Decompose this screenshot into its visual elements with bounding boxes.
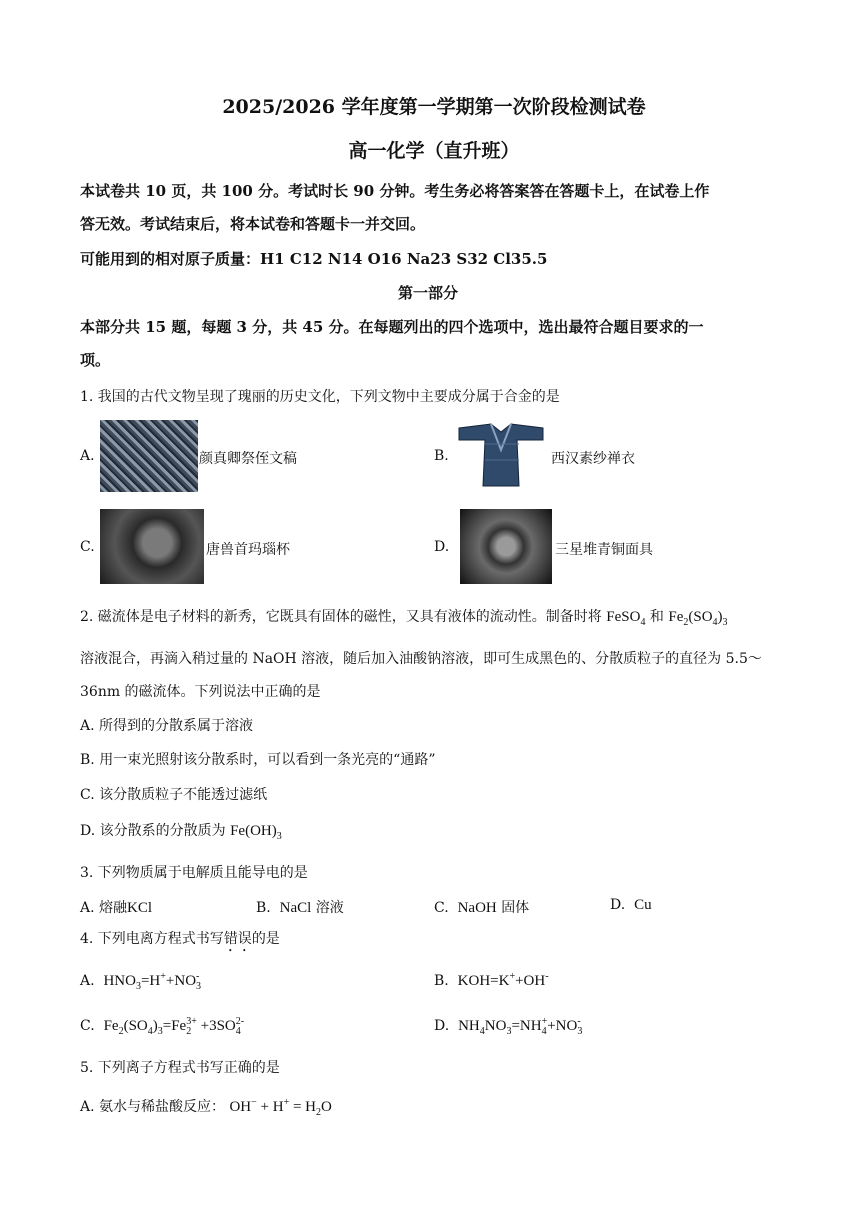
q1-option-b-text: 西汉素纱禅衣: [551, 451, 635, 467]
instructions-line-1: 本试卷共 10 页，共 100 分。考试时长 90 分钟。考生务必将答案答在答题卡上，在试卷上作: [80, 182, 710, 200]
q2-option-d: [80, 820, 282, 842]
q1-option-a-text: 颜真卿祭侄文稿: [199, 451, 297, 467]
q1-option-d-letter: D.: [434, 539, 450, 555]
q3-stem: 3. 下列物质属于电解质且能导电的是: [80, 865, 308, 881]
q2-and: 和: [649, 609, 664, 625]
q2-stem-text: 2. 磁流体是电子材料的新秀，它既具有固体的磁性，又具有液体的流动性。制备时将: [80, 609, 602, 625]
silk-robe-image: [455, 420, 547, 492]
bronze-mask-image: [460, 509, 552, 584]
q2-option-d-text: D. 该分散系的分散质为: [80, 823, 226, 839]
q4-equation-c: $Fe_2(SO_4)_3=Fe_2^{3+} +3SO_4^{2-}$: [103, 1016, 245, 1037]
q4-equation-b: KOH=K++OH-: [457, 971, 549, 989]
feoh3-formula: $Fe(OH)_3$: [230, 823, 282, 842]
q4-stem: 4. 下列电离方程式书写错误的是: [80, 931, 280, 947]
part-one-desc-2: 项。: [80, 351, 111, 369]
q1-option-b-letter: B.: [434, 448, 449, 464]
q3-option-a: A. 熔融KCl: [80, 900, 153, 916]
calligraphy-manuscript-image: [100, 420, 198, 492]
q1-option-a-letter: A.: [80, 448, 95, 464]
atomic-masses: 可能用到的相对原子质量：H1 C12 N14 O16 Na23 S32 Cl35.5: [80, 250, 548, 268]
q2-option-c: C. 该分散质粒子不能透过滤纸: [80, 787, 268, 803]
q4-option-b: B. KOH=K++OH-: [434, 971, 549, 989]
q2-stem-line-1: [80, 606, 728, 628]
q4-option-c: C. $Fe_2(SO_4)_3=Fe_2^{3+} +3SO_4^{2-}$: [80, 1016, 245, 1037]
q4-option-d: D. $NH_4NO_3=NH_4^++NO_3^-$: [434, 1016, 583, 1037]
q4-option-a: A. $HNO_3=H^++NO_3^-$: [80, 971, 202, 992]
q2-stem-line-2: 溶液混合，再滴入稍过量的 NaOH 溶液，随后加入油酸钠溶液，即可生成黑色的、分散质粒子的直径为 5.5～: [80, 651, 762, 667]
q1-option-c-text: 唐兽首玛瑙杯: [206, 542, 290, 558]
q4-equation-d: $NH_4NO_3=NH_4^++NO_3^-$: [458, 1016, 583, 1037]
q1-option-c-letter: C.: [80, 539, 95, 555]
agate-cup-image: [100, 509, 204, 584]
fe2so43-formula: $Fe_2(SO_4)_3$: [668, 609, 728, 628]
q3-option-d: D. Cu: [610, 897, 652, 913]
paper-subtitle: 高一化学（直升班）: [348, 140, 520, 162]
q2-stem-line-3: 36nm 的磁流体。下列说法中正确的是: [80, 684, 321, 700]
q5-equation-a: $OH^- + H^+ = H_2O$: [229, 1097, 332, 1118]
q2-option-a: A. 所得到的分散系属于溶液: [80, 718, 254, 734]
q4-equation-a: $HNO_3=H^++NO_3^-$: [103, 971, 202, 992]
part-one-title: 第一部分: [398, 284, 459, 302]
q3-option-b: B. NaCl 溶液: [256, 900, 344, 916]
q2-option-b: B. 用一束光照射该分散系时，可以看到一条光亮的“通路”: [80, 752, 436, 768]
instructions-line-2: 答无效。考试结束后，将本试卷和答题卡一并交回。: [80, 215, 426, 233]
q1-option-d-text: 三星堆青铜面具: [555, 542, 653, 558]
q3-option-c: C. NaOH 固体: [434, 900, 530, 916]
emphasis-text: 错误: [223, 931, 252, 947]
q5-option-a-text: A. 氨水与稀盐酸反应：: [80, 1099, 226, 1115]
feso4-formula: FeSO$_4$: [606, 609, 646, 628]
q5-stem: 5. 下列离子方程式书写正确的是: [80, 1060, 280, 1076]
paper-title: 2025/2026 学年度第一学期第一次阶段检测试卷: [222, 96, 646, 118]
q5-option-a: [80, 1096, 332, 1118]
part-one-desc-1: 本部分共 15 题，每题 3 分，共 45 分。在每题列出的四个选项中，选出最符合题目要求的一: [80, 318, 704, 336]
q1-stem: 1. 我国的古代文物呈现了瑰丽的历史文化，下列文物中主要成分属于合金的是: [80, 389, 560, 405]
